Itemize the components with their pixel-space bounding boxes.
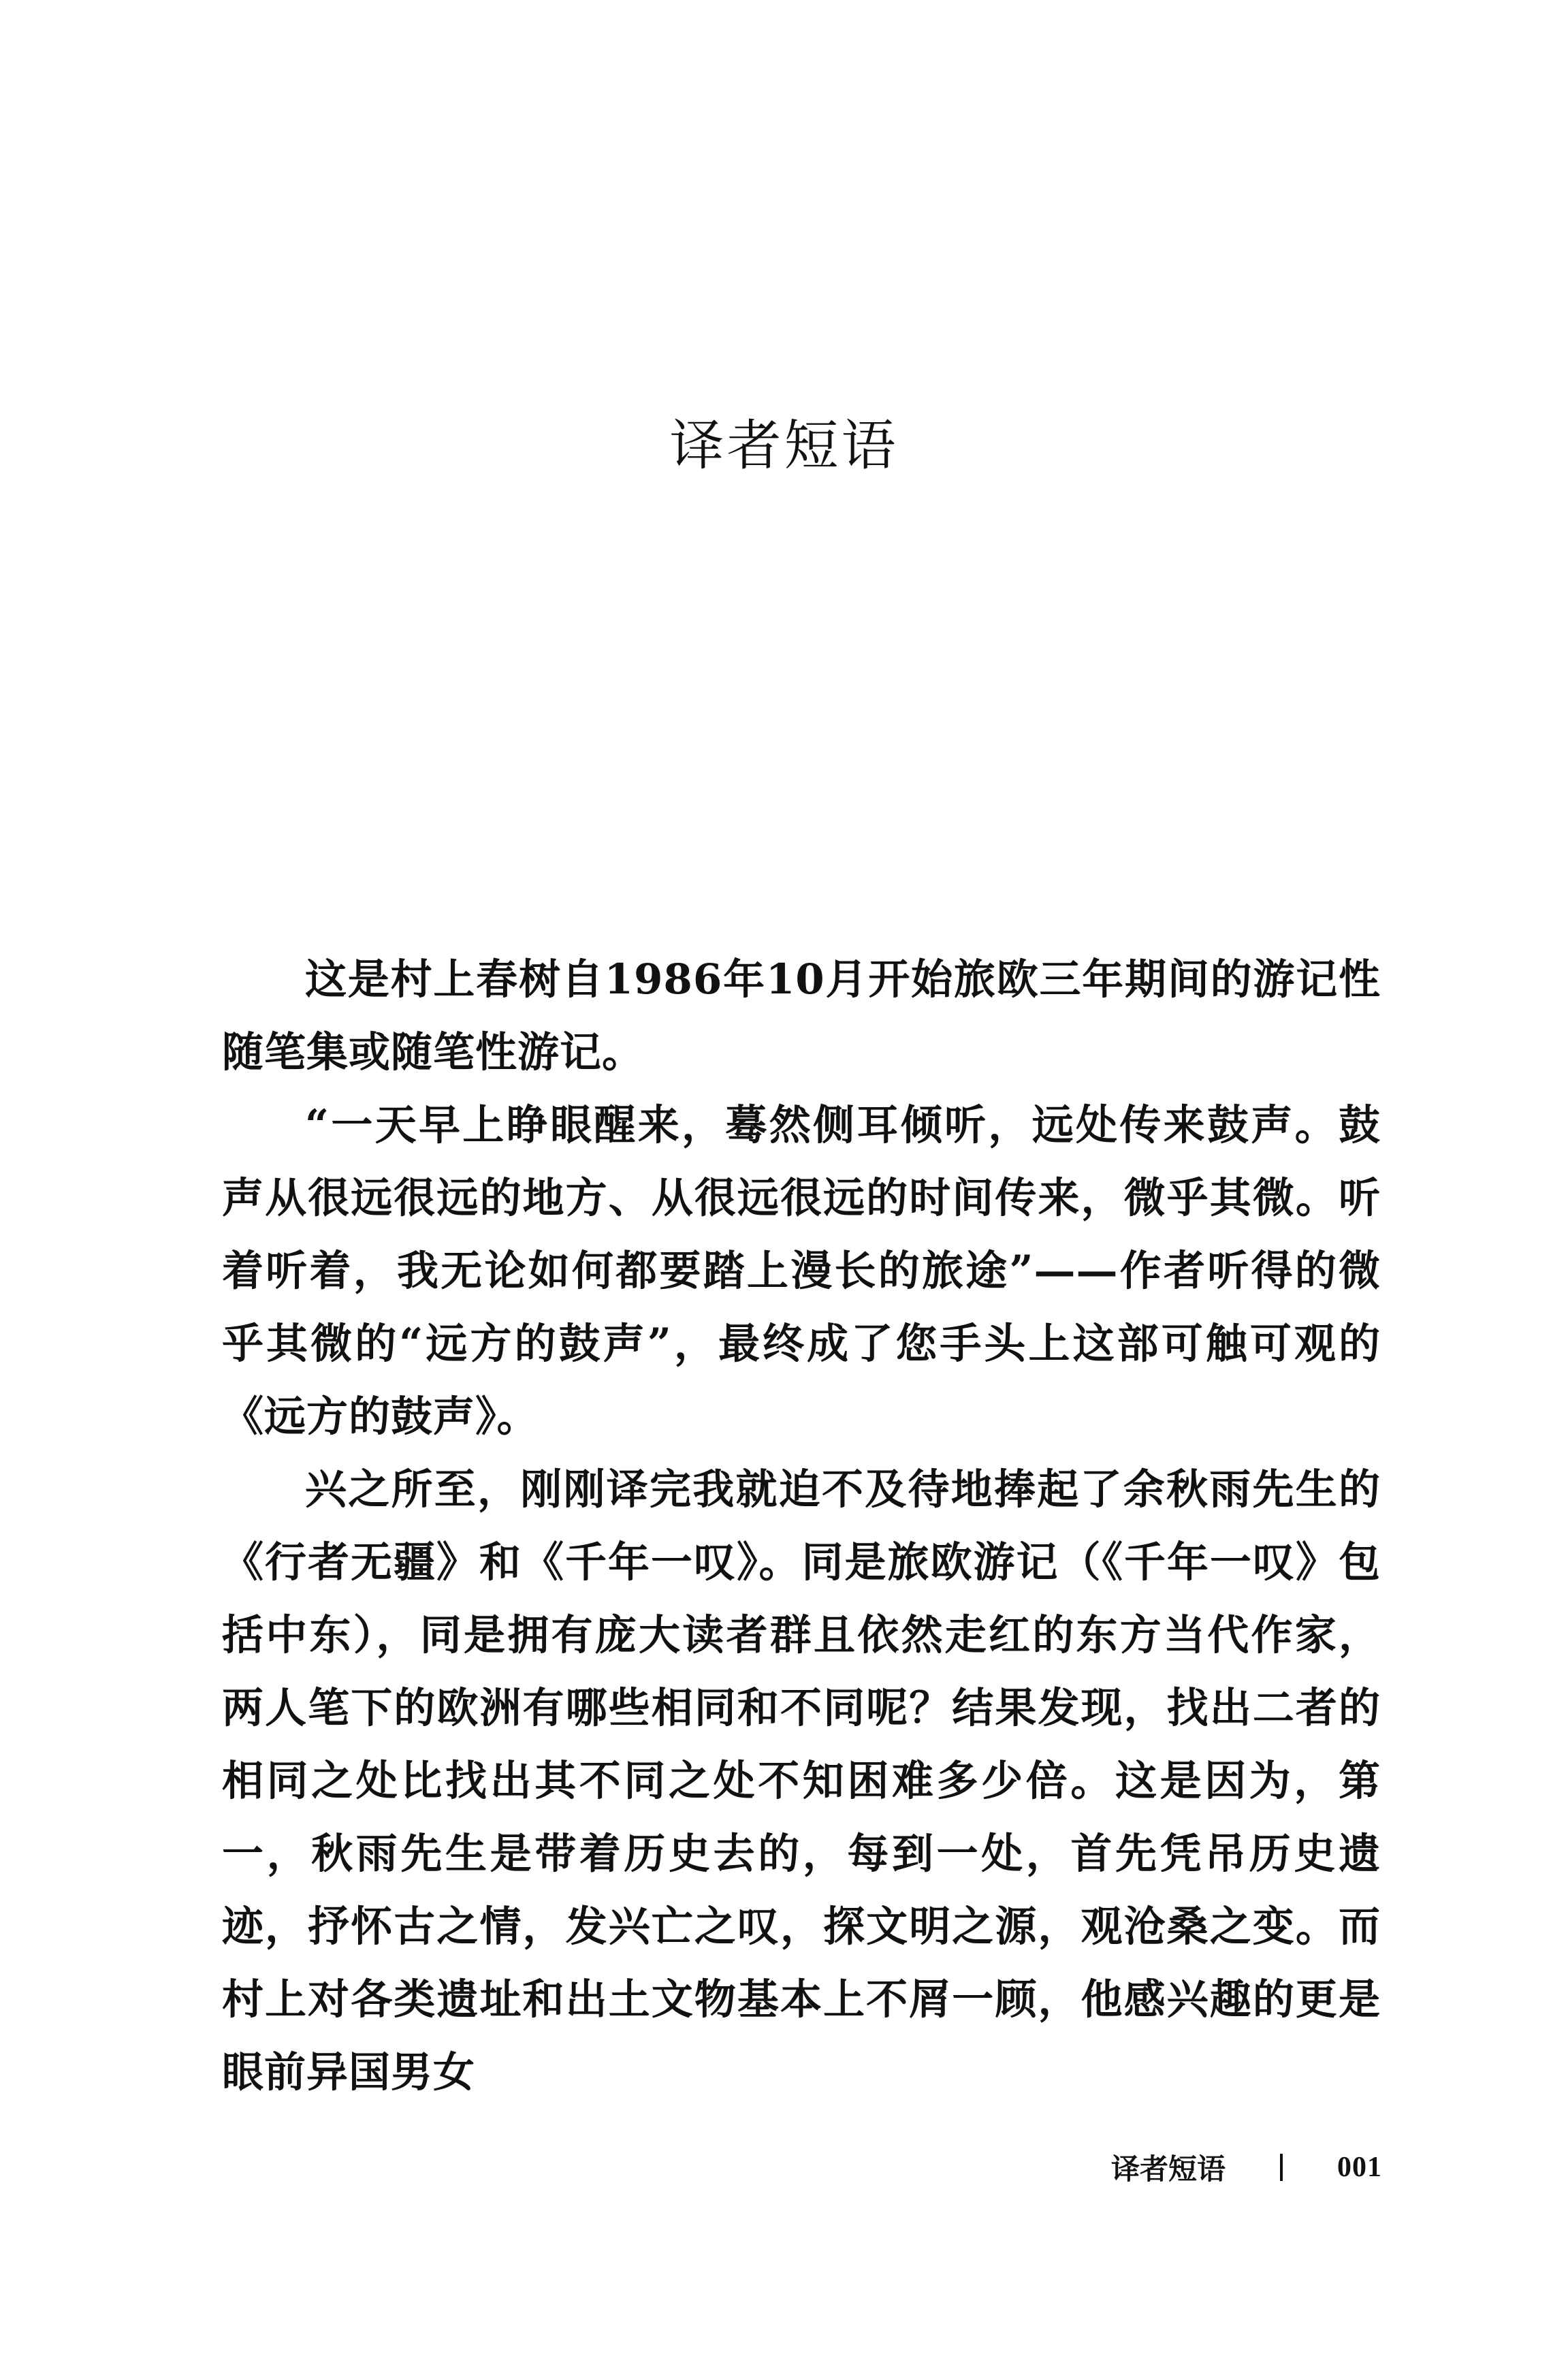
paragraph-3: 兴之所至，刚刚译完我就迫不及待地捧起了余秋雨先生的《行者无疆》和《千年一叹》。同是旅欧游记（《千年一叹》包括中东），同是拥有庞大读者群且依然走红的东方当代作家，两人笔下的欧洲有哪些相同和不同呢？结果发现，找出二者的相同之处比找出其不同之处不知困难多少倍。这是因为，第一，秋雨先生是带着历史去的，每到一处，首先凭吊历史遗迹，抒怀古之情，发兴亡之叹，探文明之源，观沧桑之变。而村上对各类遗址和出土文物基本上不屑一顾，他感兴趣的更是眼前异国男女 <box>222 1465 1381 2097</box>
page-number: 001 <box>1337 2152 1382 2183</box>
footer-divider <box>1280 2154 1283 2181</box>
body-text <box>222 943 1381 2109</box>
page-footer <box>1062 2144 1382 2191</box>
paragraph-1: 这是村上春树自1986年10月开始旅欧三年期间的游记性随笔集或随笔性游记。 <box>222 955 1381 1077</box>
page-title: 译者短语 <box>669 414 899 477</box>
running-title: 译者短语 <box>1110 2152 1226 2186</box>
paragraph-2: “一天早上睁眼醒来，蓦然侧耳倾听，远处传来鼓声。鼓声从很远很远的地方、从很远很远的时间传来，微乎其微。听着听着，我无论如何都要踏上漫长的旅途”——作者听得的微乎其微的“远方的鼓声”，最终成了您手头上这部可触可观的《远方的鼓声》。 <box>222 1101 1381 1441</box>
